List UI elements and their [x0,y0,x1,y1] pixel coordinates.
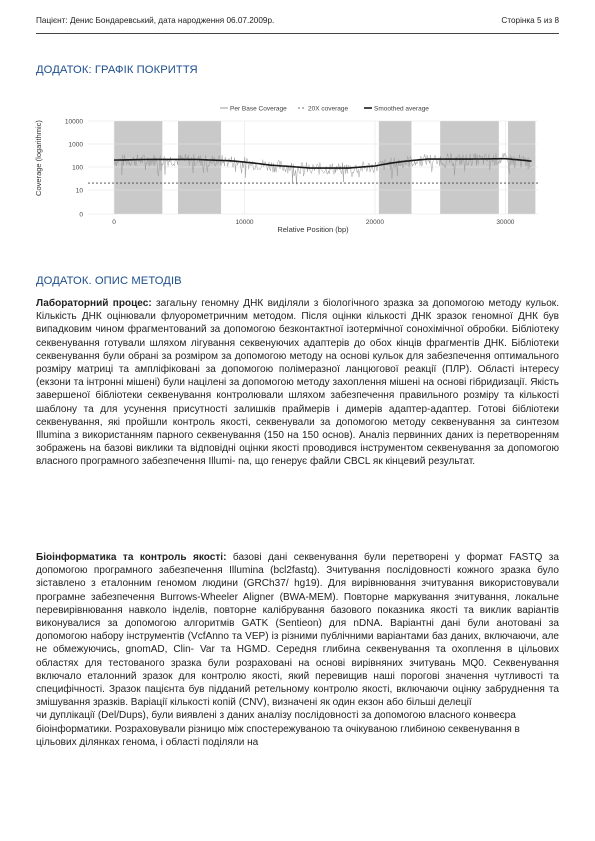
legend-label: Per Base Coverage [230,105,287,113]
bioinformatics-text-continued: чи дуплікації (Del/Dups), були виявлені з даних аналізу послідовності за допомогою власного конвеєра біоінформатики. Розраховували різницю між спостережуваною та очікуваною глибиною секвенування в цільових ділянках генома, і області поділяли на [36,710,520,748]
page-header [36,14,559,30]
y-tick-label: 100 [72,164,83,172]
header-divider [36,33,559,34]
x-tick-label: 30000 [496,219,515,226]
x-axis-label: Relative Position (bp) [277,225,349,234]
x-tick-label: 0 [112,219,116,226]
x-tick-label: 10000 [235,219,254,226]
lab-process-text: загальну геномну ДНК виділяли з біологічного зразка за допомогою методу кульок. Кількість ДНК оцінювали флуорометричним методом. Після оцінки кількості ДНК зразок геномної ДНК був випадковим чином фрагментований за допомогою безконтактної ізотермічної сонохімічної обробки. Бібліотеку секвенування готували шляхом лігування секвенуючих адаптерів до обох кінців фрагментів ДНК. Бібліотеки секвенування були обрані за розміром за допомогою методу на основі кульок для забезпечення оптимального розміру матриці та ампліфіковані за допомогою полімеразної ланцюгової реакції (ПЛР). Області інтересу (екзони та інтронні мішені) були націлені за допомогою методу захоплення мішені на основі гібридизації. Якість завершеної бібліотеки секвенування контролювали шляхом забезпечення правильного розміру та кількості шаблону та для усунення присутності залишків праймерів і димерів адаптер-адаптер. Готові бібліотеки секвенування, які пройшли контроль якості, секвенували за допомогою методу секвенування за синтезом Illumina з використанням парного секвенування (150 на 150 основ). Аналіз первинних даних із перетворенням зображень на базові виклики та відповідні оцінки якості проводився інструментом секвенування за допомогою власного програмного забезпечення Illumi- na, що генерує файли CBCL як кінцевий результат. [36,298,559,468]
x-tick-label: 20000 [365,219,384,226]
legend-label: 20X coverage [308,105,349,113]
bioinformatics-label: Біоінформатика та контроль якості: [36,552,227,563]
patient-info: Пацієнт: Денис Бондаревський, дата народження 06.07.2009р. [36,16,275,25]
lab-process-paragraph [36,297,559,469]
shaded-region [178,121,221,214]
methods-section-title: ДОДАТОК. ОПИС МЕТОДІВ [36,275,182,287]
legend-label: Smoothed average [374,105,429,113]
y-tick-label: 10 [75,187,83,195]
bioinformatics-text: базові дані секвенування були перетворені у формат FASTQ за допомогою програмного забезпечення Illumina (bcl2fastq). Зчитування послідовності кожного зразка було зіставлено з еталонним геномом людини (GRCh37/ hg19). Для вирівнювання зчитування використовували програмне забезпечення Burrows-Wheeler Aligner (BWA-MEM). Повторне маркування зчитування, локальне перевирівнювання навколо інделів, повторне калібрування базового показника якості та виклик варіантів виконувалися за допомогою алгоритмів GATK (Sentieon) для nDNA. Варіантні дані були анотовані за допомогою набору інструментів (VcfAnno та VEP) із різними публічними варіантами баз даних, включаючи, але не обмежуючись, gnomAD, Clin- Var та HGMD. Середня глибина секвенування та охоплення в цільових областях для тестованого зразка були розраховані на основі вирівняних зчитувань MQ0. Секвенування включало еталонний зразок для контролю якості, який перевищив наші порогові значення чутливості та специфічності. Зразок пацієнта був підданий ретельному контролю якості, включаючи оцінку забруднення та змішування зразків. Варіації кількості копій (CNV), визначені як один екзон або більші делеції [36,552,560,709]
y-tick-label: 1000 [68,141,83,149]
y-tick-label: 10000 [64,118,83,126]
y-tick-label: 0 [79,211,83,219]
y-axis-label: Coverage (logarithmic) [34,120,43,196]
chart-legend [220,106,429,113]
page-number: Сторінка 5 из 8 [501,16,559,25]
bioinformatics-paragraph [36,551,559,749]
coverage-section-title: ДОДАТОК: ГРАФІК ПОКРИТТЯ [36,64,198,76]
coverage-chart [30,98,545,238]
lab-process-label: Лабораторний процес: [36,298,152,309]
shaded-region [508,121,535,214]
